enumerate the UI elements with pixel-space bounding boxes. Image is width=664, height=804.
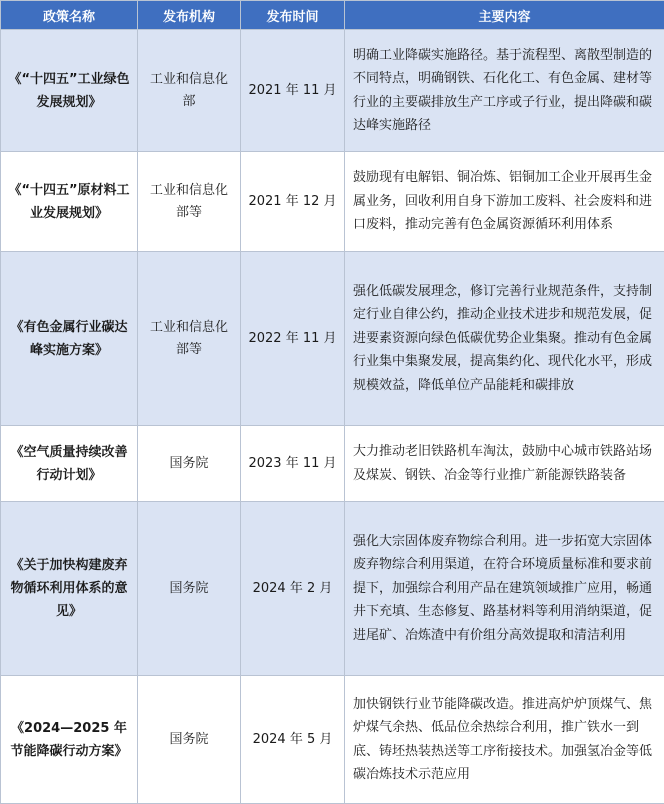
content-cell: 强化大宗固体废弃物综合利用。进一步拓宽大宗固体废弃物综合利用渠道，在符合环境质量标准和要求前提下，加强综合利用产品在建筑领域推广应用，畅通井下充填、生态修复、路基材料等利用消纳渠道，促进尾矿、冶炼渣中有价组分高效提取和清洁利用 (345, 502, 664, 676)
issuer-cell: 国务院 (138, 426, 241, 502)
policy-name-cell: 《关于加快构建废弃物循环利用体系的意见》 (1, 502, 138, 676)
table-header-row (1, 1, 664, 30)
header-release-date: 发布时间 (241, 1, 345, 30)
issuer-cell: 工业和信息化部等 (138, 152, 241, 252)
policy-name-cell: 《“十四五”工业绿色发展规划》 (1, 30, 138, 152)
content-cell: 鼓励现有电解铝、铜冶炼、铝铜加工企业开展再生金属业务，回收利用自身下游加工废料、社会废料和进口废料，推动完善有色金属资源循环利用体系 (345, 152, 664, 252)
date-cell: 2023 年 11 月 (241, 426, 345, 502)
issuer-cell: 国务院 (138, 676, 241, 804)
content-cell: 加快钢铁行业节能降碳改造。推进高炉炉顶煤气、焦炉煤气余热、低品位余热综合利用，推广铁水一到底、铸坯热装热送等工序衔接技术。加强氢冶金等低碳冶炼技术示范应用 (345, 676, 664, 804)
table-row (1, 676, 664, 804)
table-row (1, 30, 664, 152)
date-cell: 2022 年 11 月 (241, 252, 345, 426)
content-cell: 明确工业降碳实施路径。基于流程型、离散型制造的不同特点，明确钢铁、石化化工、有色金属、建材等行业的主要碳排放生产工序或子行业，提出降碳和碳达峰实施路径 (345, 30, 664, 152)
policy-name-cell: 《有色金属行业碳达峰实施方案》 (1, 252, 138, 426)
issuer-cell: 工业和信息化部等 (138, 252, 241, 426)
issuer-cell: 工业和信息化部 (138, 30, 241, 152)
policy-name-cell: 《“十四五”原材料工业发展规划》 (1, 152, 138, 252)
policy-name-cell: 《2024—2025 年节能降碳行动方案》 (1, 676, 138, 804)
table-row (1, 502, 664, 676)
table-row (1, 152, 664, 252)
table-row (1, 252, 664, 426)
date-cell: 2021 年 11 月 (241, 30, 345, 152)
header-policy-name: 政策名称 (1, 1, 138, 30)
date-cell: 2024 年 2 月 (241, 502, 345, 676)
date-cell: 2021 年 12 月 (241, 152, 345, 252)
content-cell: 大力推动老旧铁路机车淘汰，鼓励中心城市铁路站场及煤炭、钢铁、冶金等行业推广新能源铁路装备 (345, 426, 664, 502)
header-issuer: 发布机构 (138, 1, 241, 30)
date-cell: 2024 年 5 月 (241, 676, 345, 804)
content-cell: 强化低碳发展理念，修订完善行业规范条件，支持制定行业自律公约，推动企业技术进步和规范发展，促进要素资源向绿色低碳优势企业集聚。推动有色金属行业集中集聚发展，提高集约化、现代化水平，形成规模效益，降低单位产品能耗和碳排放 (345, 252, 664, 426)
header-main-content: 主要内容 (345, 1, 664, 30)
table-row (1, 426, 664, 502)
policy-name-cell: 《空气质量持续改善行动计划》 (1, 426, 138, 502)
issuer-cell: 国务院 (138, 502, 241, 676)
